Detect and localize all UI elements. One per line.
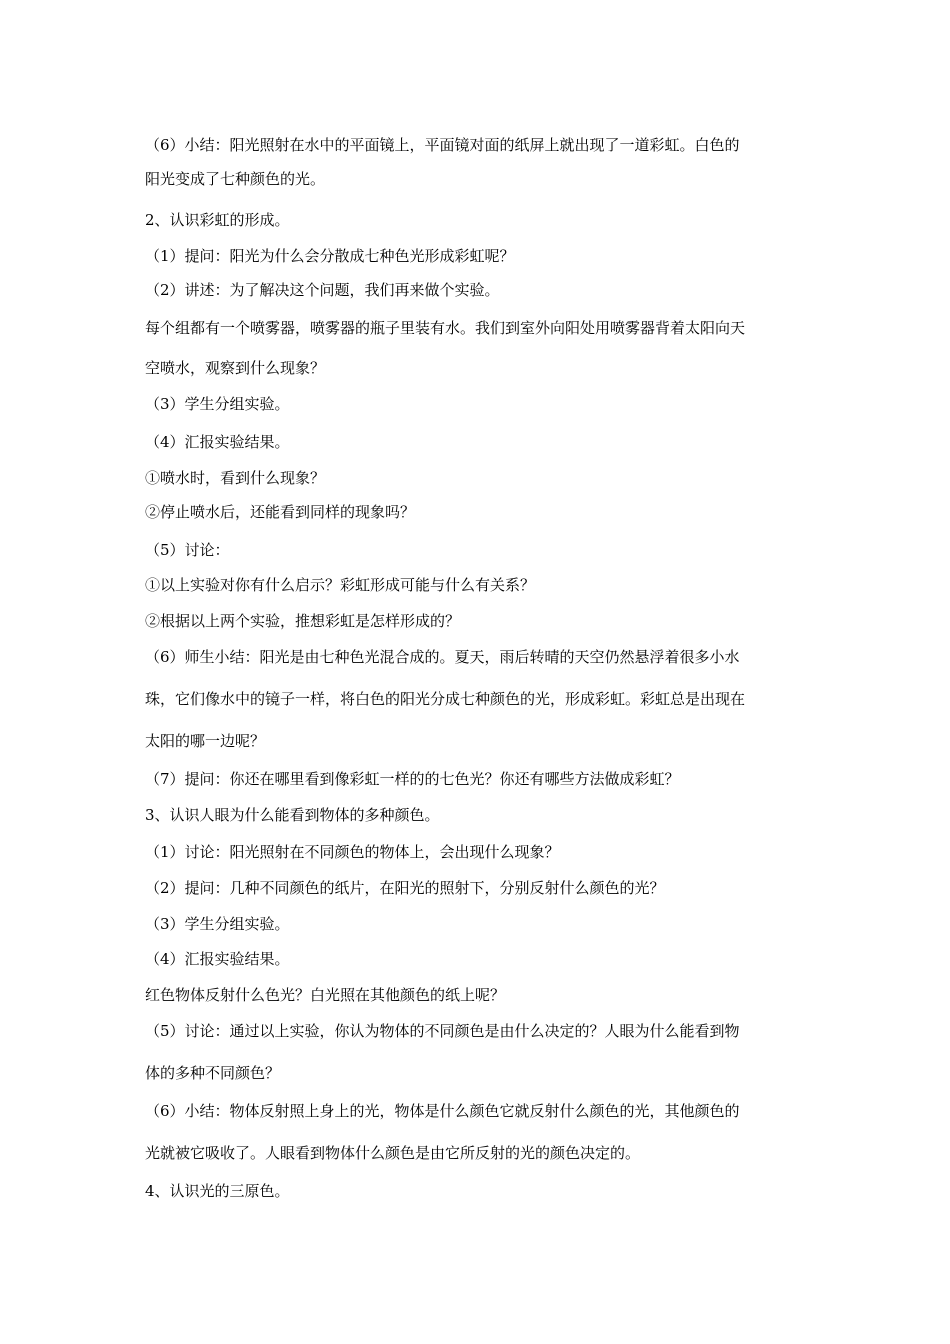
text-line: （5）讨论： [145,541,230,559]
text-line: （5）讨论：通过以上实验，你认为物体的不同颜色是由什么决定的？人眼为什么能看到物 [145,1022,740,1040]
text-line: 阳光变成了七种颜色的光。 [145,170,326,188]
text-line: 太阳的哪一边呢？ [145,732,266,750]
text-line: （7）提问：你还在哪里看到像彩虹一样的的七色光？你还有哪些方法做成彩虹？ [145,770,680,788]
text-line: 珠，它们像水中的镜子一样，将白色的阳光分成七种颜色的光，形成彩虹。彩虹总是出现在 [145,690,746,708]
text-line: 红色物体反射什么色光？白光照在其他颜色的纸上呢？ [145,986,506,1004]
text-line: （6）小结：阳光照射在水中的平面镜上，平面镜对面的纸屏上就出现了一道彩虹。白色的 [145,136,740,154]
text-line: ②停止喷水后，还能看到同样的现象吗？ [145,503,416,521]
text-line: 每个组都有一个喷雾器，喷雾器的瓶子里装有水。我们到室外向阳处用喷雾器背着太阳向天 [145,319,746,337]
document-body [145,124,810,1210]
text-line: （1）讨论：阳光照射在不同颜色的物体上，会出现什么现象？ [145,843,560,861]
text-line: 3、认识人眼为什么能看到物体的多种颜色。 [145,806,440,824]
text-line: （6）小结：物体反射照上身上的光，物体是什么颜色它就反射什么颜色的光，其他颜色的 [145,1102,740,1120]
text-line: ①喷水时，看到什么现象？ [145,469,326,487]
text-line: （1）提问：阳光为什么会分散成七种色光形成彩虹呢？ [145,247,515,265]
text-line: （2）提问：几种不同颜色的纸片，在阳光的照射下，分别反射什么颜色的光？ [145,879,665,897]
text-line: 2、认识彩虹的形成。 [145,211,290,229]
text-line: （6）师生小结：阳光是由七种色光混合成的。夏天，雨后转晴的天空仍然悬浮着很多小水 [145,648,740,666]
text-line: ①以上实验对你有什么启示？彩虹形成可能与什么有关系？ [145,576,536,594]
text-line: （2）讲述：为了解决这个问题，我们再来做个实验。 [145,281,500,299]
text-line: （4）汇报实验结果。 [145,950,290,968]
text-line: （4）汇报实验结果。 [145,433,290,451]
text-line: ②根据以上两个实验，推想彩虹是怎样形成的？ [145,612,461,630]
text-line: 光就被它吸收了。人眼看到物体什么颜色是由它所反射的光的颜色决定的。 [145,1144,641,1162]
text-line: 体的多种不同颜色？ [145,1064,281,1082]
text-line: 空喷水，观察到什么现象？ [145,359,326,377]
text-line: （3）学生分组实验。 [145,395,290,413]
text-line: （3）学生分组实验。 [145,915,290,933]
text-line: 4、认识光的三原色。 [145,1182,290,1200]
